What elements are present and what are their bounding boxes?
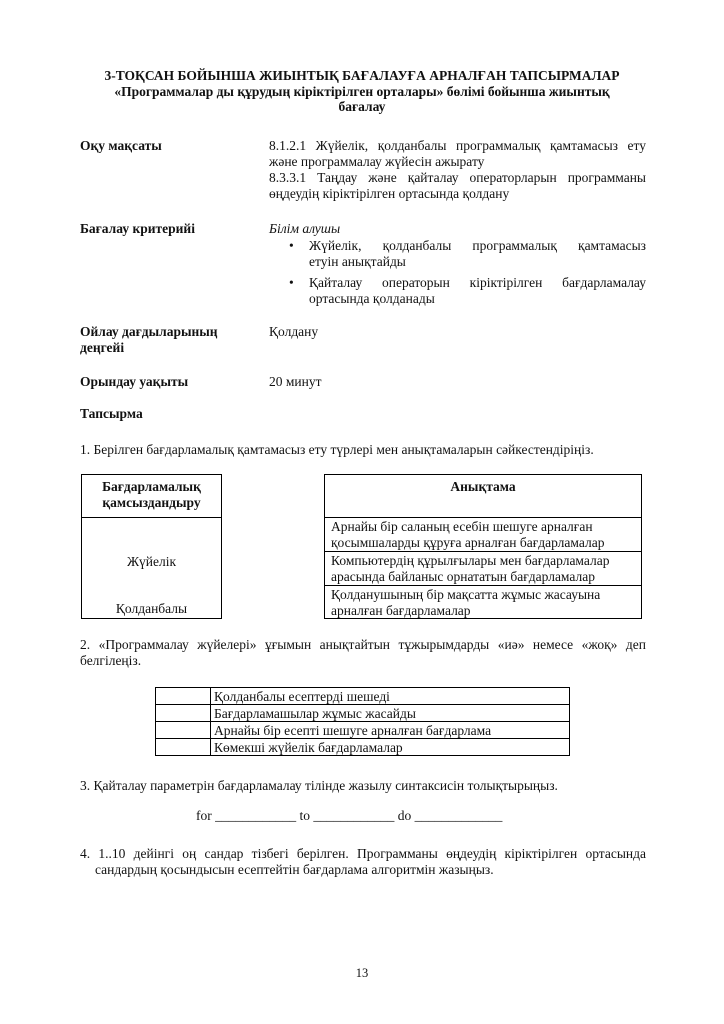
- question-2-line: белгілеңіз.: [80, 653, 142, 668]
- criteria-item-line: етуін анықтайды: [309, 254, 406, 269]
- criteria-item: [269, 238, 646, 270]
- time-label: Орындау уақыты: [80, 374, 189, 389]
- definition-line: арасында байланыс орнататын бағдарламалар: [331, 569, 595, 584]
- criteria-item: [269, 275, 646, 307]
- question-4-line: 4. 1..10 дейінгі оң сандар тізбегі берілген. Программаны өңдеудің кіріктірілген ортасында: [80, 846, 646, 861]
- definition-row: [325, 518, 641, 552]
- definition-line: арналған бағдарламалар: [331, 603, 471, 618]
- criteria-item-line: ортасында қолданады: [309, 291, 435, 306]
- definition-row: [325, 586, 641, 619]
- software-types-header: [82, 475, 221, 518]
- statement-cell: Бағдарламашылар жұмыс жасайды: [211, 705, 570, 722]
- software-type-item: Жүйелік: [126, 554, 177, 569]
- question-1-text: 1. Берілген бағдарламалық қамтамасыз ету түрлері мен анықтамаларын сәйкестендіріңіз.: [80, 442, 594, 457]
- bullet-icon: •: [289, 238, 294, 253]
- answer-cell[interactable]: [156, 739, 211, 756]
- criteria-item-line: Қайталау операторын кіріктірілген бағдарламалау: [309, 275, 646, 290]
- criteria-intro: Білім алушы: [269, 221, 341, 236]
- goal-line: 8.1.2.1 Жүйелік, қолданбалы программалық қамтамасыз ету: [269, 138, 646, 153]
- document-title-line1: 3-ТОҚСАН БОЙЫНША ЖИЫНТЫҚ БАҒАЛАУҒА АРНАЛҒАН ТАПСЫРМАЛАР: [104, 68, 620, 83]
- table-row: [156, 705, 570, 722]
- criteria-list: [269, 238, 646, 307]
- goal-value: [269, 138, 646, 202]
- answer-cell[interactable]: [156, 722, 211, 739]
- software-type-item: Қолданбалы: [115, 601, 188, 616]
- goal-line: өңдеудің кіріктірілген ортасында қолдану: [269, 186, 510, 201]
- skills-value: Қолдану: [269, 324, 319, 339]
- criteria-item-line: Жүйелік, қолданбалы программалық қамтамасыз: [309, 238, 646, 253]
- criteria-label: Бағалау критерийі: [80, 221, 195, 236]
- statement-cell: Қолданбалы есептерді шешеді: [211, 688, 570, 705]
- time-value: 20 минут: [269, 374, 322, 389]
- table-row: [156, 722, 570, 739]
- header-line: Бағдарламалық: [102, 479, 201, 494]
- definition-line: Арнайы бір саланың есебін шешуге арналған: [331, 519, 593, 534]
- syntax-template: for ____________ to ____________ do _____________: [196, 808, 503, 823]
- definition-line: Компьютердің құрылғылары мен бағдарламалар: [331, 553, 610, 568]
- definition-line: Қолданушының бір мақсатта жұмыс жасауына: [331, 587, 601, 602]
- question-3-text: 3. Қайталау параметрін бағдарламалау тілінде жазылу синтаксисін толықтырыңыз.: [80, 778, 558, 793]
- answer-cell[interactable]: [156, 705, 211, 722]
- definition-row: [325, 552, 641, 586]
- question-2-text: [80, 637, 646, 669]
- header-line: қамсыздандыру: [102, 495, 201, 510]
- document-title-line3: бағалау: [338, 99, 386, 114]
- answer-cell[interactable]: [156, 688, 211, 705]
- question-2-line: 2. «Программалау жүйелері» ұғымын анықтайтын тұжырымдарды «иә» немесе «жоқ» деп: [80, 637, 646, 652]
- table-row: [156, 688, 570, 705]
- task-heading: Тапсырма: [80, 406, 143, 421]
- definition-line: қосымшаларды құруға арналған бағдарламалар: [331, 535, 605, 550]
- question-4-line: сандардың қосындысын есептейтін бағдарлама алгоритмін жазыңыз.: [95, 862, 494, 877]
- statement-cell: Арнайы бір есепті шешуге арналған бағдарлама: [211, 722, 570, 739]
- table-row: [156, 739, 570, 756]
- document-title-line2: «Программалар ды құрудың кіріктірілген орталары» бөлімі бойынша жиынтық: [114, 84, 610, 99]
- page-number: 13: [355, 966, 369, 980]
- question-4-text: [80, 846, 646, 878]
- statement-cell: Көмекші жүйелік бағдарламалар: [211, 739, 570, 756]
- definitions-header: Анықтама: [325, 475, 641, 518]
- bullet-icon: •: [289, 275, 294, 290]
- skills-label-line: Ойлау дағдыларының: [80, 324, 218, 339]
- software-types-table: [81, 474, 222, 619]
- skills-label-line: деңгейі: [80, 340, 125, 355]
- skills-label: [80, 324, 218, 356]
- goal-line: 8.3.3.1 Таңдау және қайталау операторларын программаны: [269, 170, 646, 185]
- goal-line: және программалау жүйесін ажырату: [269, 154, 485, 169]
- goal-label: Оқу мақсаты: [80, 138, 162, 153]
- definitions-table: [324, 474, 642, 619]
- statements-table: [155, 687, 570, 756]
